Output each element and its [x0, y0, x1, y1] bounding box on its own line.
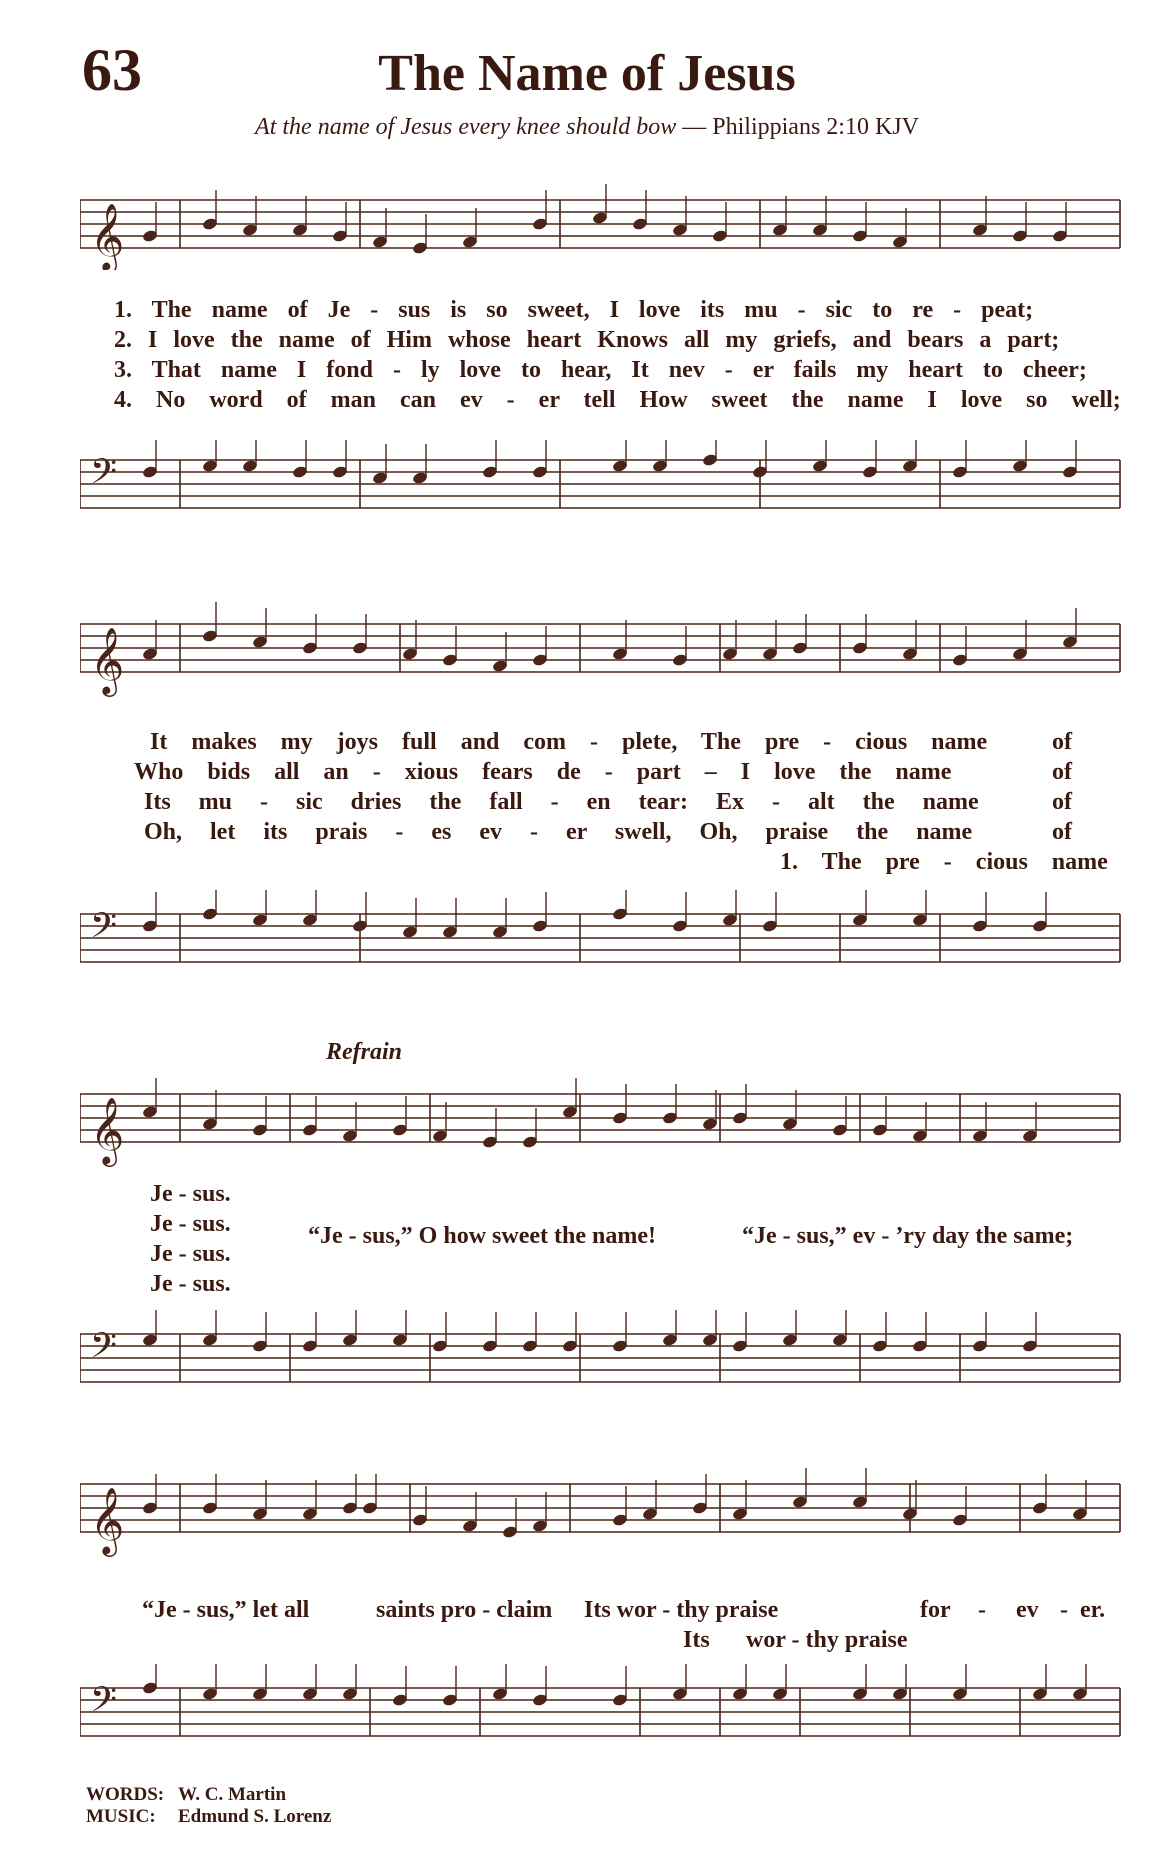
jesus-v4: Je - sus.: [150, 1271, 231, 1297]
verse3-line1: 3. That name I fond - ly love to hear, It nev - er fails my heart to cheer;: [114, 357, 1087, 383]
credit-music: MUSIC: Edmund S. Lorenz: [86, 1806, 332, 1827]
system4-treble-staff: [80, 1450, 1140, 1570]
bass-echo-worthy: wor - thy praise: [746, 1627, 908, 1653]
treble-clef-icon: 𝄞: [90, 1486, 125, 1554]
bass-clef-icon: 𝄢: [90, 1325, 118, 1374]
verse4-of: of: [1052, 819, 1072, 845]
verse3-of: of: [1052, 789, 1072, 815]
refrain-dash2: -: [1060, 1597, 1068, 1623]
system2-lyrics: [80, 730, 1120, 880]
refrain-er: er.: [1080, 1597, 1106, 1623]
jesus-v1: Je - sus.: [150, 1181, 231, 1207]
treble-clef-icon: 𝄞: [90, 202, 125, 270]
refrain-line2c: Its wor - thy praise: [584, 1597, 779, 1623]
verse2-of: of: [1052, 759, 1072, 785]
refrain-ev: ev: [1016, 1597, 1039, 1623]
system2-treble-staff: [80, 600, 1140, 700]
verse1-line2: It makes my joys full and com - plete, The pre - cious name: [150, 729, 988, 755]
system3-bass-staff: [80, 1310, 1140, 1410]
verse1-of: of: [1052, 729, 1072, 755]
bass-echo-line2: 1. The pre - cious name: [780, 849, 1108, 875]
refrain-line2b: saints pro - claim: [376, 1597, 553, 1623]
refrain-dash1: -: [978, 1597, 986, 1623]
treble-clef-icon: 𝄞: [90, 1096, 125, 1164]
jesus-v2: Je - sus.: [150, 1211, 231, 1237]
refrain-line2a: “Je - sus,” let all: [142, 1597, 310, 1623]
refrain-label: Refrain: [326, 1039, 403, 1065]
verse4-line1: 4. No word of man can ev - er tell How sweet the name I love so well;: [114, 387, 1121, 413]
system3-treble-staff: [80, 1070, 1140, 1170]
verse3-line2: Its mu - sic dries the fall - en tear: Ex - alt the name: [144, 789, 979, 815]
bass-clef-icon: 𝄢: [90, 451, 118, 500]
verse4-line2: Oh, let its prais - es ev - er swell, Oh, praise the name: [144, 819, 973, 845]
bass-clef-icon: 𝄢: [90, 905, 118, 954]
epigraph-reference: — Philippians 2:10 KJV: [682, 114, 919, 140]
system2-bass-staff: [80, 890, 1140, 990]
credits: [86, 1784, 331, 1828]
epigraph: [0, 114, 1174, 141]
refrain-line1b: “Je - sus,” ev - ’ry day the same;: [742, 1223, 1074, 1249]
system1-bass-staff: [80, 440, 1140, 530]
system1-lyrics: [80, 296, 1121, 413]
verse1-line1: 1. The name of Je - sus is so sweet, I love its mu - sic to re - peat;: [114, 297, 1034, 323]
epigraph-text: At the name of Jesus every knee should bow: [255, 114, 677, 140]
refrain-line1a: “Je - sus,” O how sweet the name!: [308, 1223, 656, 1249]
jesus-v3: Je - sus.: [150, 1241, 231, 1267]
hymn-number: 63: [82, 37, 142, 103]
treble-clef-icon: 𝄞: [90, 626, 125, 694]
system1-treble-staff: [80, 180, 1140, 270]
hymn-title: The Name of Jesus: [378, 45, 796, 102]
refrain-for: for: [920, 1597, 951, 1623]
system3-lyrics: [80, 1182, 1120, 1302]
system4-lyrics: [80, 1598, 1120, 1658]
system4-bass-staff: [80, 1664, 1140, 1764]
bass-echo-its: Its: [683, 1627, 710, 1653]
credit-words: WORDS: W. C. Martin: [86, 1784, 287, 1805]
bass-clef-icon: 𝄢: [90, 1679, 118, 1728]
verse2-line2: Who bids all an - xious fears de - part – I love the name: [134, 759, 952, 785]
verse2-line1: 2. I love the name of Him whose heart Knows all my griefs, and bears a part;: [114, 327, 1060, 353]
